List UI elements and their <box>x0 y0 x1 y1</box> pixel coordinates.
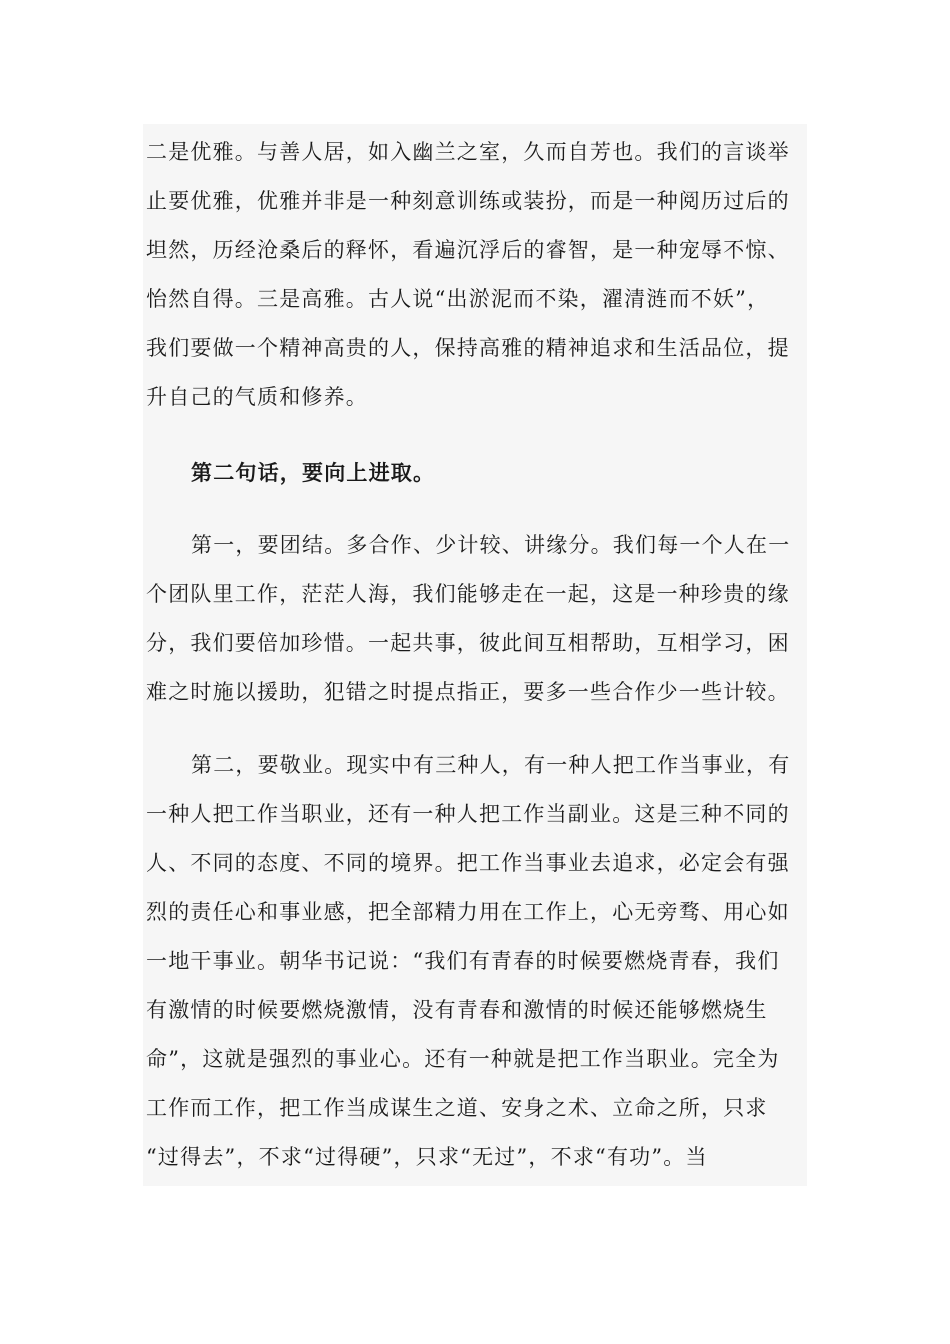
document-page <box>143 124 807 1186</box>
text-line: 第一，要团结。多合作、少计较、讲缘分。我们每一个人在一 <box>191 533 791 557</box>
text-line: 止要优雅，优雅并非是一种刻意训练或装扮，而是一种阅历过后的 <box>146 189 790 213</box>
text-line: 一种人把工作当职业，还有一种人把工作当副业。这是三种不同的 <box>146 802 790 826</box>
text-line: 工作而工作，把工作当成谋生之道、安身之术、立命之所，只求 <box>146 1096 768 1120</box>
text-line: 分，我们要倍加珍惜。一起共事，彼此间互相帮助，互相学习，困 <box>146 631 790 655</box>
text-line: 第二，要敬业。现实中有三种人，有一种人把工作当事业，有 <box>191 753 791 777</box>
text-line: 命”，这就是强烈的事业心。还有一种就是把工作当职业。完全为 <box>146 1047 780 1071</box>
text-line: 难之时施以援助，犯错之时提点指正，要多一些合作少一些计较。 <box>146 680 790 704</box>
paragraph-unity <box>146 521 806 717</box>
text-line: 坦然，历经沧桑后的释怀，看遍沉浮后的睿智，是一种宠辱不惊、 <box>146 238 790 262</box>
text-line: “过得去”，不求“过得硬”，只求“无过”，不求“有功”。当 <box>146 1145 708 1169</box>
paragraph-dedication <box>146 741 806 1182</box>
text-line: 升自己的气质和修养。 <box>146 385 368 409</box>
text-line: 二是优雅。与善人居，如入幽兰之室，久而自芳也。我们的言谈举 <box>146 140 790 164</box>
text-line: 烈的责任心和事业感，把全部精力用在工作上，心无旁骛、用心如 <box>146 900 790 924</box>
text-line: 个团队里工作，茫茫人海，我们能够走在一起，这是一种珍贵的缘 <box>146 582 790 606</box>
text-line: 人、不同的态度、不同的境界。把工作当事业去追求，必定会有强 <box>146 851 790 875</box>
paragraph-elegance <box>146 128 806 422</box>
section-heading: 第二句话，要向上进取。 <box>191 460 436 485</box>
text-line: 一地干事业。朝华书记说：“我们有青春的时候要燃烧青春，我们 <box>146 949 780 973</box>
text-line: 有激情的时候要燃烧激情，没有青春和激情的时候还能够燃烧生 <box>146 998 768 1022</box>
text-line: 我们要做一个精神高贵的人，保持高雅的精神追求和生活品位，提 <box>146 336 790 360</box>
text-line: 怡然自得。三是高雅。古人说“出淤泥而不染，濯清涟而不妖”， <box>146 287 770 311</box>
